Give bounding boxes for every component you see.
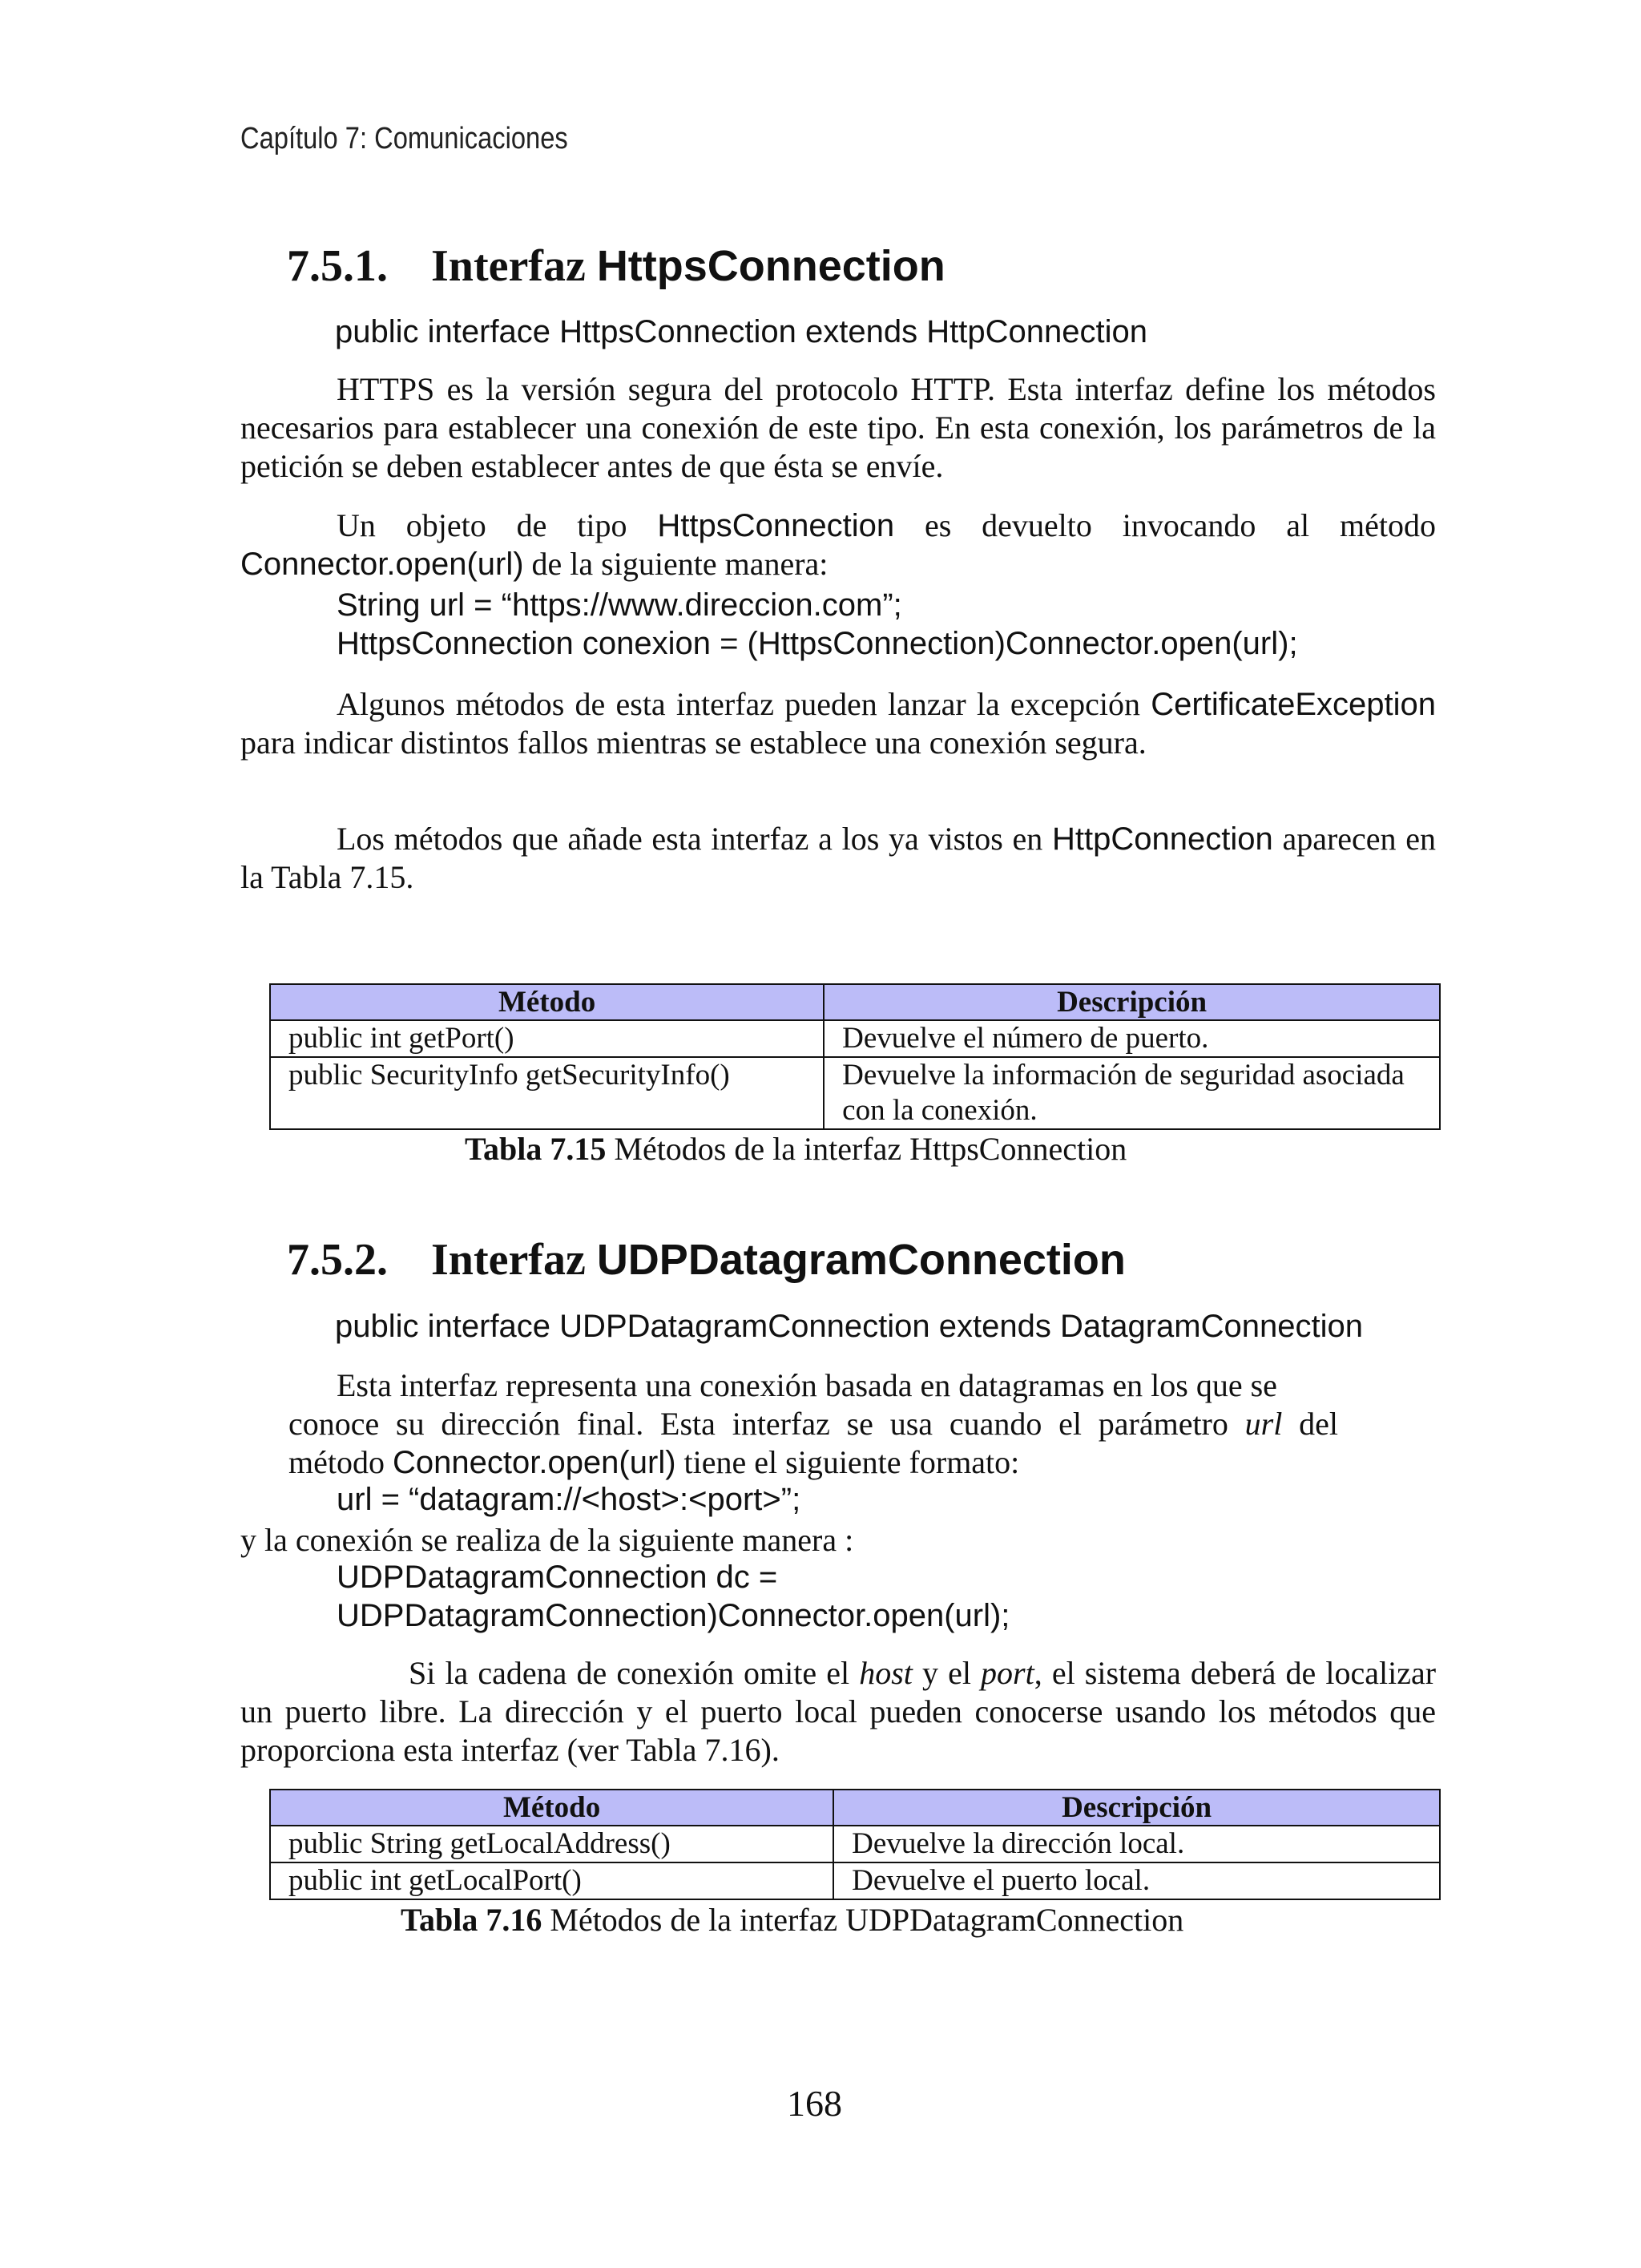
inline-code: Connector.open(url) — [240, 547, 524, 582]
paragraph-text: tiene el siguiente formato: — [683, 1444, 1020, 1480]
table-caption — [465, 1130, 1127, 1168]
paragraph-text: HTTPS es la versión segura del protocolo HTTP. Esta interfaz define los métodos necesarios para establecer una conexión de este tipo. En esta conexión, los parámetros de la petición se deben establecer antes de que ésta se envíe. — [240, 371, 1436, 484]
paragraph — [240, 1654, 1436, 1770]
paragraph-text: aparecen en la Tabla 7.15. — [240, 821, 1437, 895]
table-cell: public SecurityInfo getSecurityInfo() — [270, 1057, 824, 1129]
section-number: 7.5.1. — [287, 241, 388, 291]
paragraph-line: Esta interfaz representa una conexión basada en datagramas en los que se — [337, 1367, 1277, 1403]
table-header-cell: Método — [270, 1790, 833, 1826]
paragraph-text: de la siguiente manera: — [531, 546, 829, 582]
table-caption — [401, 1901, 1183, 1939]
paragraph — [240, 370, 1436, 486]
paragraph-text: Si la cadena de conexión omite el — [409, 1655, 850, 1691]
table-cell: Devuelve la dirección local. — [833, 1826, 1440, 1862]
decl-keyword: extends — [938, 1309, 1051, 1344]
section-title-prefix: Interfaz — [431, 241, 586, 291]
code-line: UDPDatagramConnection dc = — [337, 1560, 778, 1595]
page-number: 168 — [787, 2083, 842, 2124]
paragraph — [240, 685, 1436, 762]
code-line: UDPDatagramConnection)Connector.open(url); — [337, 1598, 1010, 1633]
decl-keyword: public interface — [335, 1309, 551, 1344]
paragraph-text: Un objeto de tipo — [337, 507, 627, 543]
table-row — [270, 1020, 1440, 1057]
paragraph-text: y el — [921, 1655, 971, 1691]
caption-text: Métodos de la interfaz UDPDatagramConnection — [550, 1902, 1184, 1938]
table-header-cell: Descripción — [833, 1790, 1440, 1826]
table-row — [270, 1862, 1440, 1899]
table-cell: Devuelve el número de puerto. — [824, 1020, 1440, 1057]
paragraph-line — [288, 1443, 1019, 1481]
table-cell: Devuelve la información de seguridad asociada con la conexión. — [824, 1057, 1440, 1129]
paragraph-text: conoce su dirección final. Esta interfaz se usa cuando el parámetro — [288, 1406, 1228, 1442]
caption-label: Tabla 7.16 — [401, 1902, 542, 1938]
inline-code: HttpConnection — [1052, 821, 1273, 857]
running-header: Capítulo 7: Comunicaciones — [240, 122, 568, 155]
table-cell: public int getLocalPort() — [270, 1862, 833, 1899]
paragraph-line — [288, 1405, 1338, 1443]
inline-code: CertificateException — [1151, 687, 1437, 722]
table-header-row — [270, 1790, 1440, 1826]
paragraph-text: Los métodos que añade esta interfaz a los ya vistos en — [337, 821, 1043, 857]
italic-term: host — [859, 1655, 913, 1691]
decl-parent: HttpConnection — [926, 314, 1147, 349]
italic-term: port — [981, 1655, 1034, 1691]
decl-parent: DatagramConnection — [1059, 1309, 1363, 1344]
code-line: String url = “https://www.direccion.com”; — [337, 587, 902, 623]
table-header-cell: Descripción — [824, 984, 1440, 1020]
table-row — [270, 1826, 1440, 1862]
paragraph — [240, 820, 1436, 897]
caption-text: Métodos de la interfaz HttpsConnection — [614, 1131, 1127, 1167]
table-header-cell: Método — [270, 984, 824, 1020]
italic-term: url — [1244, 1406, 1283, 1442]
section-heading-7-5-2 — [287, 1234, 1126, 1285]
section-title-code: UDPDatagramConnection — [596, 1236, 1126, 1284]
decl-name: HttpsConnection — [559, 314, 796, 349]
code-line: HttpsConnection conexion = (HttpsConnection)Connector.open(url); — [337, 626, 1298, 661]
paragraph-text: método — [288, 1444, 385, 1480]
table-cell: public int getPort() — [270, 1020, 824, 1057]
decl-keyword: public interface — [335, 314, 551, 349]
code-line: url = “datagram://<host>:<port>”; — [337, 1482, 801, 1517]
table-cell: Devuelve el puerto local. — [833, 1862, 1440, 1899]
section-title-prefix: Interfaz — [431, 1235, 586, 1285]
inline-code: HttpsConnection — [657, 508, 895, 543]
section-heading-7-5-1 — [287, 240, 945, 292]
paragraph-text: Algunos métodos de esta interfaz pueden lanzar la excepción — [337, 686, 1141, 722]
inline-code: Connector.open(url) — [392, 1445, 676, 1480]
paragraph-text: del — [1299, 1406, 1339, 1442]
interface-declaration — [335, 314, 1147, 350]
paragraph-text: , el sistema deberá de localizar un puerto libre. La dirección y el puerto local pueden conocerse usando los métodos que proporciona esta interfaz (ver Tabla 7.16). — [240, 1655, 1437, 1768]
paragraph-line: y la conexión se realiza de la siguiente manera : — [240, 1522, 854, 1558]
interface-declaration — [335, 1309, 1363, 1345]
decl-keyword: extends — [805, 314, 918, 349]
paragraph-text: para indicar distintos fallos mientras se establece una conexión segura. — [240, 724, 1147, 761]
methods-table-7-15 — [269, 983, 1441, 1130]
paragraph-text: es devuelto invocando al método — [924, 507, 1436, 543]
table-row — [270, 1057, 1440, 1129]
table-cell: public String getLocalAddress() — [270, 1826, 833, 1862]
caption-label: Tabla 7.15 — [465, 1131, 607, 1167]
section-number: 7.5.2. — [287, 1235, 388, 1285]
methods-table-7-16 — [269, 1789, 1441, 1900]
section-title-code: HttpsConnection — [596, 242, 945, 290]
table-header-row — [270, 984, 1440, 1020]
paragraph — [240, 506, 1436, 583]
decl-name: UDPDatagramConnection — [559, 1309, 930, 1344]
